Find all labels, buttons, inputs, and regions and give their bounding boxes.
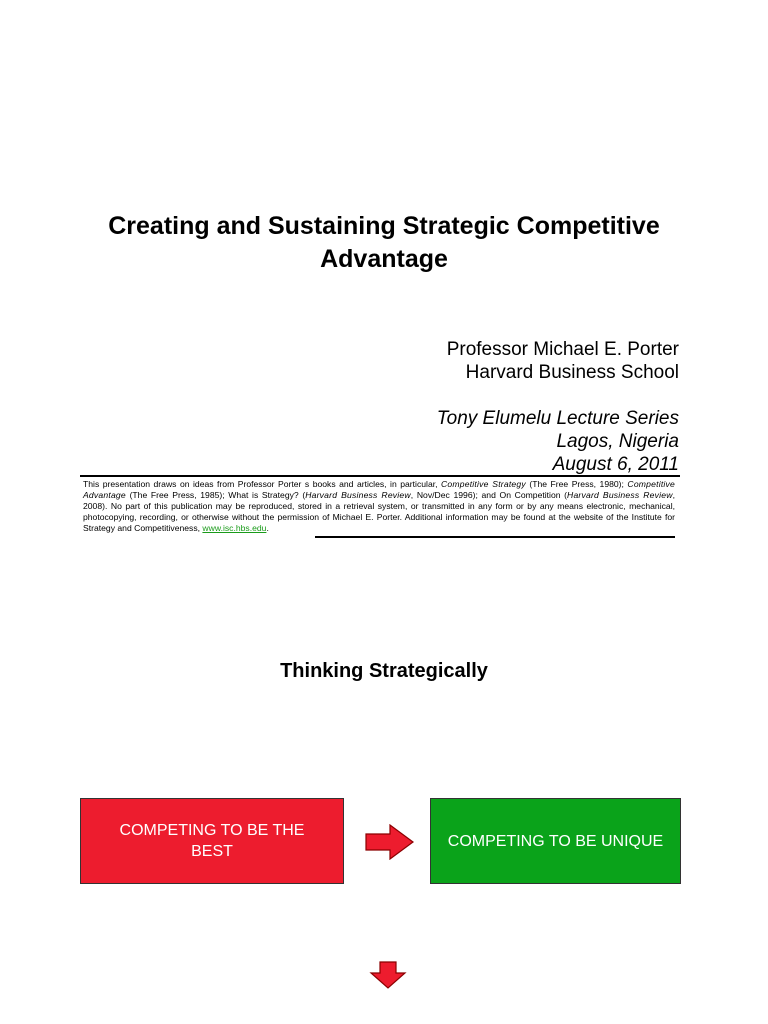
down-arrow-icon [369, 961, 407, 989]
competing-unique-label: COMPETING TO BE UNIQUE [447, 832, 664, 850]
bottom-divider [315, 536, 675, 538]
footnote-text-4: , Nov/Dec 1996); and On Competition ( [410, 490, 568, 500]
right-arrow-icon [365, 824, 415, 860]
footnote-text-2: (The Free Press, 1980); [525, 479, 628, 489]
event-block [437, 407, 679, 476]
copyright-footnote [83, 479, 675, 534]
competing-best-label: COMPETING TO BE THE BEST [119, 822, 305, 860]
footnote-journal-2: Harvard Business Review [567, 490, 673, 500]
author-affiliation: Harvard Business School [465, 362, 679, 383]
competing-unique-box [430, 798, 681, 884]
event-location: Lagos, Nigeria [556, 431, 679, 452]
author-name: Professor Michael E. Porter [446, 339, 679, 360]
footnote-book-1: Competitive Strategy [441, 479, 526, 489]
author-block [447, 338, 679, 384]
footnote-text-3: (The Free Press, 1985); What is Strategy? ( [125, 490, 306, 500]
event-date: August 6, 2011 [552, 454, 679, 475]
title-line-1: Creating and Sustaining Strategic Competitive [108, 212, 660, 240]
section-heading: Thinking Strategically [280, 660, 488, 682]
lecture-series: Tony Elumelu Lecture Series [436, 408, 679, 429]
isc-website-link[interactable]: www.isc.hbs.edu [202, 523, 267, 533]
footnote-text-5: , 2008). No part of this publication may be reproduced, stored in a retrieval system, or transmitted in any form or by any means electronic, mechanical, photocopying, recording, or otherwise without the permission of Michael E. Porter. Additional information may be found at the website of the Institute for Strategy and Competitiveness, [83, 490, 675, 533]
footnote-journal-1: Harvard Business Review [305, 490, 411, 500]
footnote-end: . [266, 523, 269, 533]
footnote-book-2: Competitive Advantage [83, 479, 675, 500]
document-title [60, 210, 708, 276]
footnote-text-1: This presentation draws on ideas from Professor Porter s books and articles, in particular, [83, 479, 441, 489]
top-divider [80, 475, 680, 477]
title-line-2: Advantage [320, 245, 448, 273]
competing-best-box [80, 798, 344, 884]
